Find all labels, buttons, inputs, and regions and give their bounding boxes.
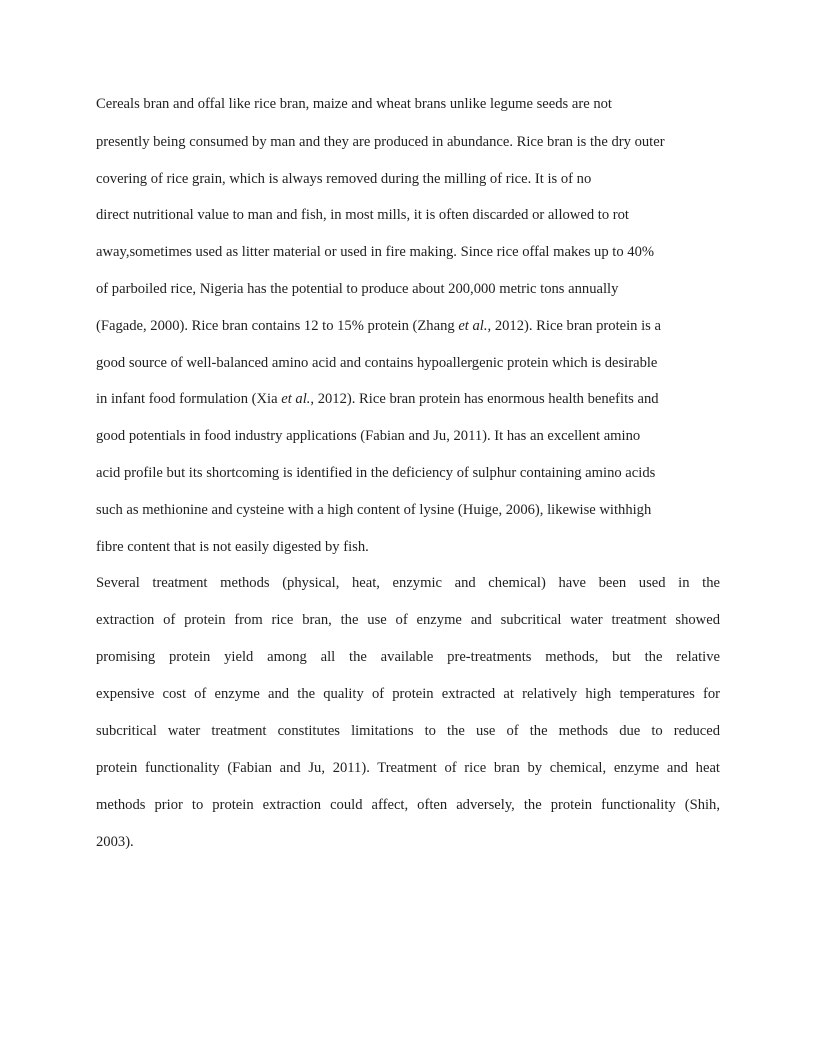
paragraph-1-line: fibre content that is not easily digested by fish.: [96, 539, 369, 555]
paragraph-1-line: away,sometimes used as litter material or used in fire making. Since rice offal makes up to 40%: [96, 244, 655, 260]
paragraph-1-line: of parboiled rice, Nigeria has the potential to produce about 200,000 metric tons annually: [96, 281, 619, 297]
paragraph-2-line: extraction of protein from rice bran, the use of enzyme and subcritical water treatment showed: [96, 612, 720, 628]
paragraph-2-line: protein functionality (Fabian and Ju, 2011). Treatment of rice bran by chemical, enzyme and heat: [96, 760, 720, 776]
paragraph-1-line: Cereals bran and offal like rice bran, maize and wheat brans unlike legume seeds are not: [96, 96, 612, 112]
italic-run: et al.: [281, 391, 311, 407]
paragraph-2-line: subcritical water treatment constitutes limitations to the use of the methods due to reduced: [96, 723, 720, 739]
paragraph-1-line: presently being consumed by man and they are produced in abundance. Rice bran is the dry outer: [96, 134, 665, 150]
paragraph-1-line: good potentials in food industry applications (Fabian and Ju, 2011). It has an excellent amino: [96, 428, 641, 444]
paragraph-2-line: Several treatment methods (physical, heat, enzymic and chemical) have been used in the: [96, 575, 720, 591]
italic-run: et al.: [458, 318, 488, 334]
paragraph-1-line: such as methionine and cysteine with a high content of lysine (Huige, 2006), likewise withhigh: [96, 502, 652, 518]
paragraph-1-line: [96, 390, 720, 408]
paragraph-2-line: promising protein yield among all the available pre-treatments methods, but the relative: [96, 649, 720, 665]
paragraph-2-line: methods prior to protein extraction could affect, often adversely, the protein functionality (Shih,: [96, 797, 720, 813]
paragraph-1-line: [96, 317, 720, 335]
text-run: (Fagade, 2000). Rice bran contains 12 to 15% protein (Zhang: [96, 318, 459, 334]
paragraph-1-line: direct nutritional value to man and fish, in most mills, it is often discarded or allowed to rot: [96, 207, 629, 223]
text-run: , 2012). Rice bran protein has enormous health benefits and: [310, 391, 659, 407]
paragraph-1-line: acid profile but its shortcoming is identified in the deficiency of sulphur containing amino acids: [96, 465, 656, 481]
text-run: , 2012). Rice bran protein is a: [487, 318, 661, 334]
paragraph-2-line: 2003).: [96, 834, 134, 850]
paragraph-2-line: expensive cost of enzyme and the quality of protein extracted at relatively high temperatures for: [96, 686, 720, 702]
paragraph-1-line: covering of rice grain, which is always removed during the milling of rice. It is of no: [96, 171, 592, 187]
text-run: in infant food formulation (Xia: [96, 391, 282, 407]
paragraph-1-line: good source of well-balanced amino acid and contains hypoallergenic protein which is desirable: [96, 355, 658, 371]
